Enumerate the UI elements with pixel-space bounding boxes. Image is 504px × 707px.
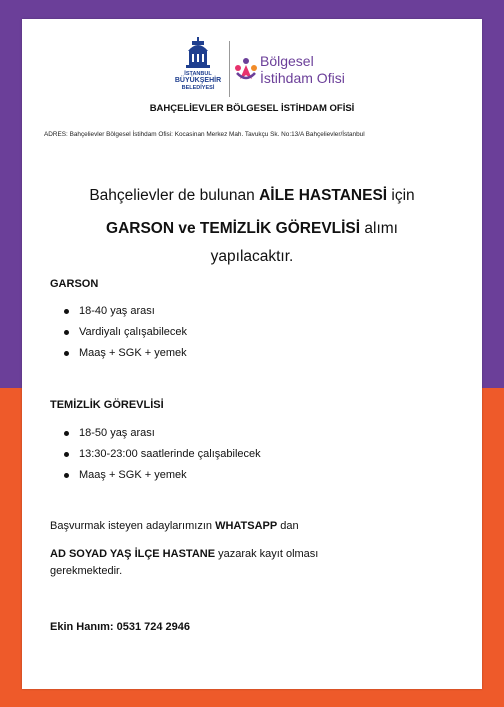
bullet-icon xyxy=(64,431,69,436)
temizlik-requirements-list xyxy=(60,423,261,486)
list-item xyxy=(60,444,261,465)
list-item xyxy=(60,322,187,343)
partner-logo-line1: Bölgesel xyxy=(260,53,314,69)
apply-required-fields: AD SOYAD YAŞ İLÇE HASTANE xyxy=(50,548,216,560)
list-item-text: Maaş + SGK + yemek xyxy=(79,347,187,359)
garson-requirements-list xyxy=(60,301,187,364)
section-title-temizlik: TEMİZLİK GÖREVLİSİ xyxy=(50,399,164,411)
list-item xyxy=(60,423,261,444)
apply-p2-line2: gerekmektedir. xyxy=(50,565,123,577)
apply-instruction-2 xyxy=(50,546,318,580)
headline-line1-post: için xyxy=(387,187,415,204)
logo-bar xyxy=(22,37,482,107)
contact-info: Ekin Hanım: 0531 724 2946 xyxy=(50,621,191,633)
ibb-logo xyxy=(172,37,224,107)
headline-line2-post: alımı xyxy=(360,220,398,237)
list-item xyxy=(60,301,187,322)
headline-line2 xyxy=(22,220,482,238)
section-title-garson: GARSON xyxy=(50,278,99,290)
list-item xyxy=(60,343,187,364)
bullet-icon xyxy=(64,351,69,356)
headline-line1-pre: Bahçelievler de bulunan xyxy=(89,187,260,204)
list-item xyxy=(60,465,261,486)
ibb-emblem-icon xyxy=(183,37,213,71)
address: ADRES: Bahçelievler Bölgesel İstihdam Ofisi: Kocasinan Merkez Mah. Tavukçu Sk. No:13/A Bahçelievler/İstanbul xyxy=(44,131,365,138)
flyer-sheet xyxy=(22,19,482,689)
bullet-icon xyxy=(64,473,69,478)
bullet-icon xyxy=(64,309,69,314)
headline-positions: GARSON ve TEMİZLİK GÖREVLİSİ xyxy=(106,220,361,237)
list-item-text: Vardiyalı çalışabilecek xyxy=(79,326,188,338)
people-icon xyxy=(234,57,258,83)
headline-line3: yapılacaktır. xyxy=(210,248,294,265)
apply-p1-post: dan xyxy=(277,520,299,532)
list-item-text: 18-50 yaş arası xyxy=(79,427,155,439)
headline-line1 xyxy=(22,187,482,205)
ibb-logo-line1: İSTANBUL xyxy=(184,71,212,77)
bolgesel-istihdam-logo xyxy=(234,53,374,93)
headline-hospital-name: AİLE HASTANESİ xyxy=(259,187,388,204)
list-item-text: Maaş + SGK + yemek xyxy=(79,469,187,481)
bullet-icon xyxy=(64,330,69,335)
apply-instruction-1 xyxy=(50,518,299,535)
logo-divider xyxy=(229,41,230,97)
list-item-text: 18-40 yaş arası xyxy=(79,305,155,317)
office-title: BAHÇELİEVLER BÖLGESEL İSTİHDAM OFİSİ xyxy=(149,103,355,114)
ibb-logo-line3: BELEDİYESİ xyxy=(181,85,215,91)
ibb-logo-line2: BÜYÜKŞEHİR xyxy=(174,77,222,84)
partner-logo-line2: İstihdam Ofisi xyxy=(260,70,345,86)
apply-p1-pre: Başvurmak isteyen adaylarımızın xyxy=(50,520,216,532)
bullet-icon xyxy=(64,452,69,457)
apply-p2-post: yazarak kayıt olması xyxy=(215,548,319,560)
list-item-text: 13:30-23:00 saatlerinde çalışabilecek xyxy=(79,448,261,460)
apply-whatsapp: WHATSAPP xyxy=(215,520,278,532)
